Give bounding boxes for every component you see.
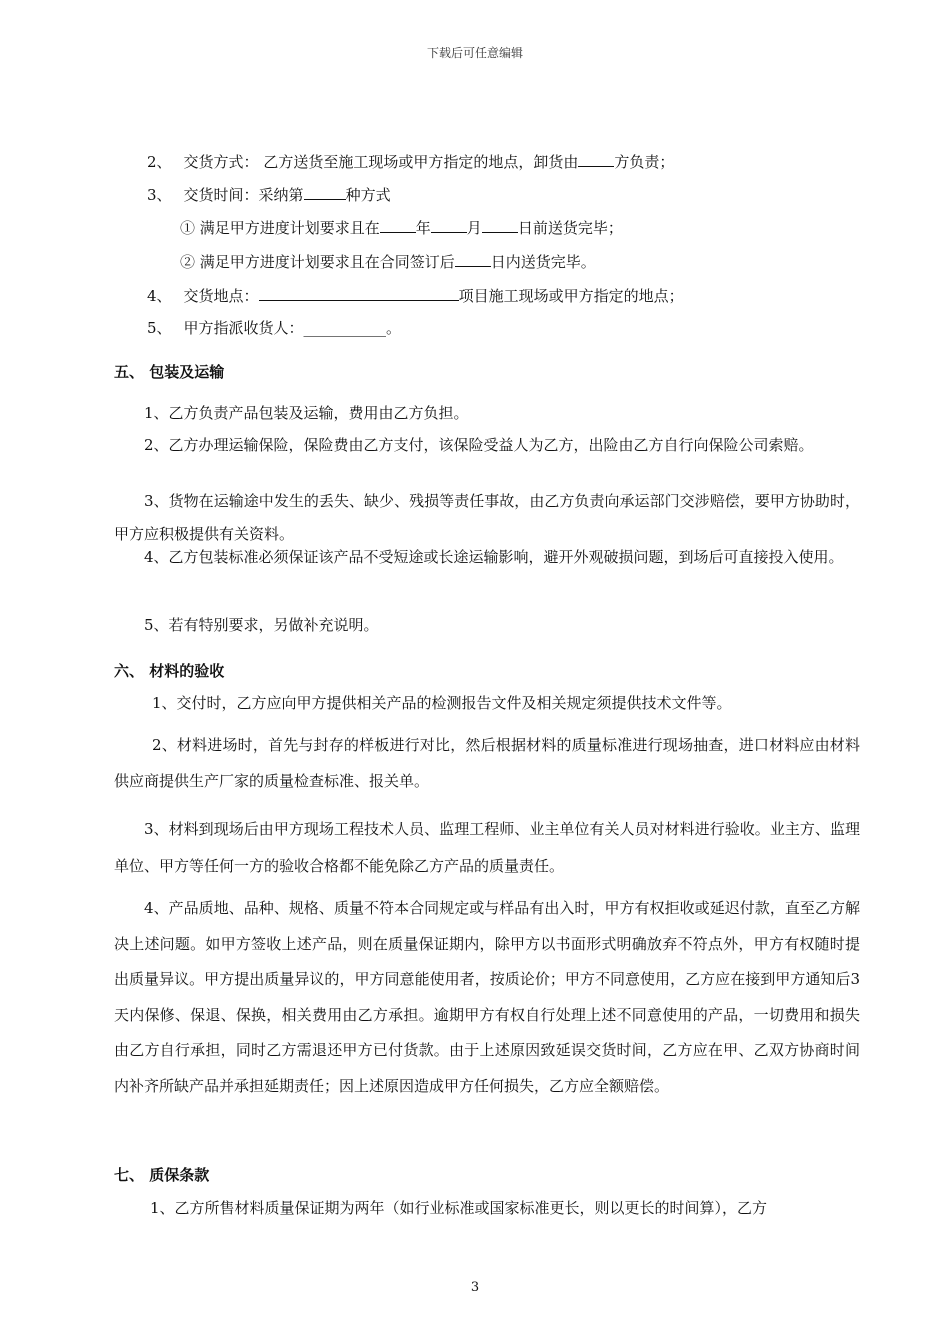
item-text: 项目施工现场或甲方指定的地点； [458,287,684,305]
fill-blank[interactable] [259,285,459,301]
delivery-item-2 [147,151,674,172]
option-text: 月 [466,219,482,237]
packaging-paragraph-4: 4、乙方包装标准必须保证该产品不受短途或长途运输影响，避开外观破损问题，到场后可直接投入使用。 [144,548,844,566]
section-heading-warranty: 七、 质保条款 [114,1166,210,1184]
acceptance-paragraph-1: 1、交付时，乙方应向甲方提供相关产品的检测报告文件及相关规定须提供技术文件等。 [152,694,732,712]
page-number: 3 [470,1280,480,1295]
delivery-item-4 [147,285,684,306]
fill-blank[interactable] [431,217,467,233]
option-text: ① 满足甲方进度计划要求且在 [180,219,380,237]
option-text: 日内送货完毕。 [490,253,596,271]
packaging-paragraph-2: 2、乙方办理运输保险，保险费由乙方支付，该保险受益人为乙方，出险由乙方自行向保险公司索赔。 [144,436,814,454]
item-number: 4、 [147,287,172,305]
delivery-item-5 [147,318,401,338]
delivery-option-1 [180,217,623,238]
warranty-paragraph-1: 1、乙方所售材料质量保证期为两年（如行业标准或国家标准更长，则以更长的时间算），乙方 [150,1199,768,1217]
section-heading-acceptance: 六、 材料的验收 [114,662,225,680]
item-number: 3、 [147,186,172,204]
item-number: 2、 [147,153,172,171]
fill-blank[interactable] [380,217,416,233]
acceptance-paragraph-2: 2、材料进场时，首先与封存的样板进行对比，然后根据材料的质量标准进行现场抽查，进口材料应由材料供应商提供生产厂家的质量检查标准、报关单。 [114,736,860,790]
packaging-paragraph-3: 3、货物在运输途中发生的丢失、缺少、残损等责任事故，由乙方负责向承运部门交涉赔偿，要甲方协助时，甲方应积极提供有关资料。 [114,492,860,543]
item-text: 种方式 [345,186,391,204]
item-number: 5、 [147,319,172,337]
option-text: ② 满足甲方进度计划要求且在合同签订后 [180,253,455,271]
acceptance-paragraph-4: 4、产品质地、品种、规格、质量不符本合同规定或与样品有出入时，甲方有权拒收或延迟付款，直至乙方解决上述问题。如甲方签收上述产品，则在质量保证期内，除甲方以书面形式明确放弃不符点外，甲方有权随时提出质量异议。甲方提出质量异议的，甲方同意能使用者，按质论价；甲方不同意使用，乙方应在接到甲方通知后3天内保修、保退、保换，相关费用由乙方承担。逾期甲方有权自行处理上述不同意使用的产品，一切费用和损失由乙方自行承担，同时乙方需退还甲方已付货款。由于上述原因致延误交货时间，乙方应在甲、乙双方协商时间内补齐所缺产品并承担延期责任；因上述原因造成甲方任何损失，乙方应全额赔偿。 [114,899,860,1095]
option-text: 年 [415,219,431,237]
option-text: 日前送货完毕； [517,219,623,237]
fill-blank[interactable] [455,251,491,267]
fill-blank[interactable] [578,151,614,167]
page-header-note: 下载后可任意编辑 [426,46,523,60]
delivery-item-3 [147,184,391,205]
section-heading-packaging: 五、 包装及运输 [114,363,225,381]
packaging-paragraph-1: 1、乙方负责产品包装及运输，费用由乙方负担。 [144,404,469,422]
item-text: 交货时间：采纳第 [183,186,304,204]
fill-blank[interactable] [304,184,346,200]
item-text: 交货地点： [183,287,259,305]
packaging-paragraph-5: 5、若有特别要求，另做补充说明。 [144,616,379,634]
fill-blank[interactable] [482,217,518,233]
acceptance-paragraph-3: 3、材料到现场后由甲方现场工程技术人员、监理工程师、业主单位有关人员对材料进行验收。业主方、监理单位、甲方等任何一方的验收合格都不能免除乙方产品的质量责任。 [114,820,860,875]
delivery-option-2 [180,251,596,272]
item-text: 交货方式： 乙方送货至施工现场或甲方指定的地点，卸货由 [183,153,579,171]
item-text: 甲方指派收货人：___________。 [183,319,402,337]
item-text: 方负责； [614,153,675,171]
